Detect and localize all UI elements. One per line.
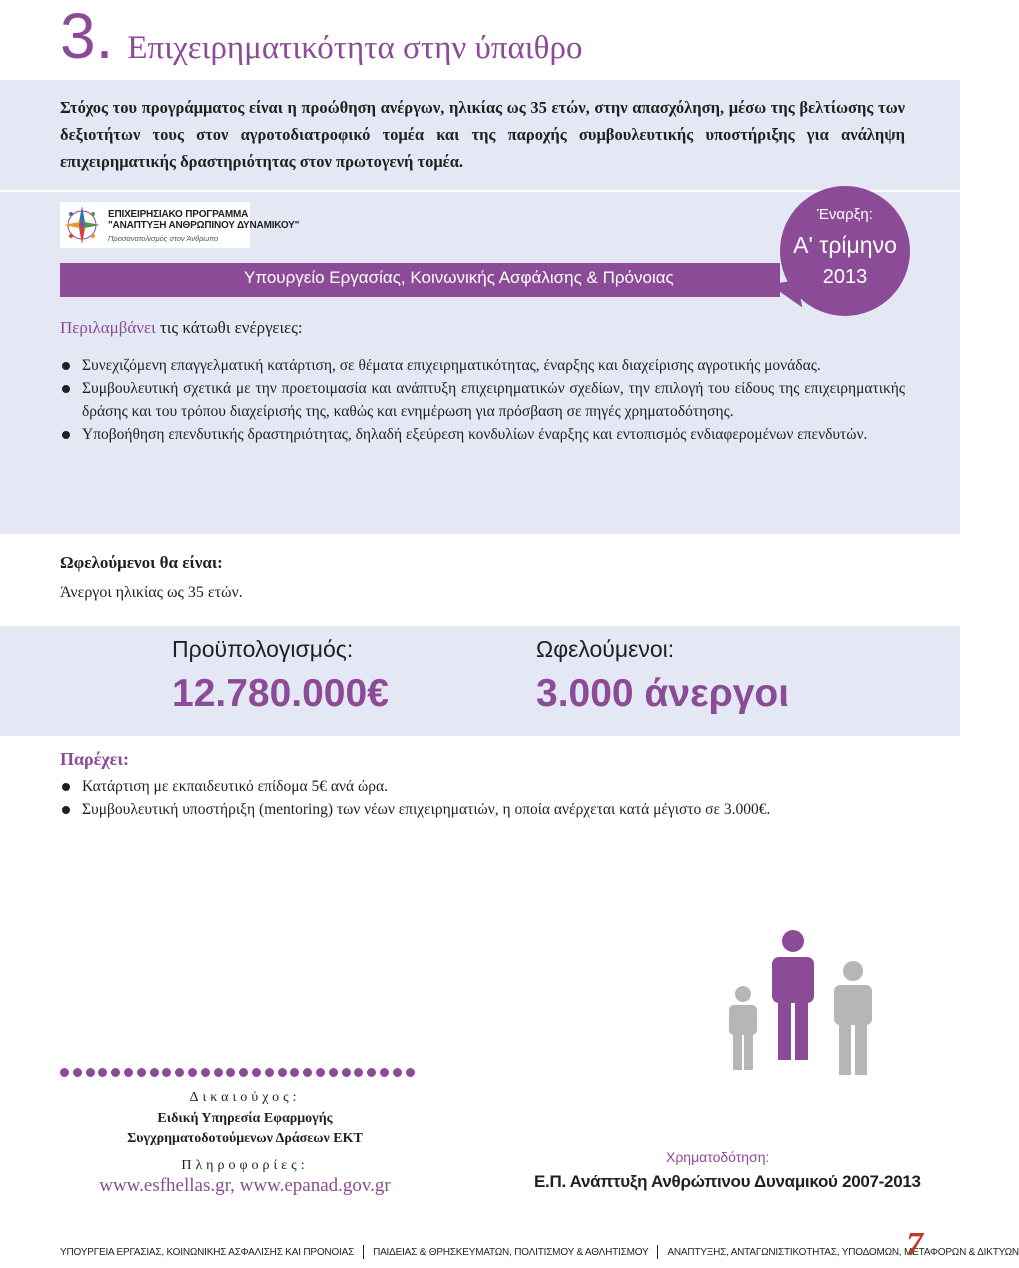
list-item <box>60 423 905 446</box>
action-text: Συνεχιζόμενη επαγγελματική κατάρτιση, σε θέματα επιχειρηματικότητας, έναρξης και διαχείρισης αγροτικής μονάδας. <box>82 357 821 374</box>
divider-dot <box>354 1068 363 1077</box>
divider-dot <box>393 1068 402 1077</box>
funding-program: Ε.Π. Ανάπτυξη Ανθρώπινου Δυναμικού 2007-2013 <box>534 1172 921 1191</box>
divider-dot <box>406 1068 415 1077</box>
dotted-divider <box>60 1068 420 1080</box>
info-label <box>60 1156 430 1174</box>
actions-list <box>60 354 905 446</box>
objective-text: Στόχος του προγράμματος είναι η προώθηση ανέργων, ηλικίας ως 35 ετών, στην απασχόληση, μέσω της βελτίωσης των δεξιοτήτων τους στον αγροτοδιατροφικό τομέα και της παροχής συμβουλευτικής υποστήριξης για ανάληψη επιχειρηματικής δραστηριότητας στον πρωτογενή τομέα. <box>60 98 905 171</box>
divider-dot <box>265 1068 274 1077</box>
divider-dot <box>226 1068 235 1077</box>
divider-dot <box>150 1068 159 1077</box>
divider-dot <box>201 1068 210 1077</box>
logo-tagline: Προσανατολισμός στον Άνθρωπο <box>108 234 219 243</box>
provides-text: Συμβουλευτική υποστήριξη (mentoring) των νέων επιχειρηματιών, η οποία ανέρχεται κατά μέγιστο σε 3.000€. <box>82 801 771 818</box>
start-quarter: Α' τρίμηνο <box>793 232 897 258</box>
divider-dot <box>124 1068 133 1077</box>
bullet-icon <box>62 806 70 814</box>
bullet-icon <box>62 362 70 370</box>
budget-value: 12.780.000€ <box>172 672 389 715</box>
program-logo <box>60 202 300 248</box>
footer-item: ΠΑΙΔΕΙΑΣ & ΘΡΗΣΚΕΥΜΑΤΩΝ, ΠΟΛΙΤΙΣΜΟΥ & ΑΘΛΗΤΙΣΜΟΥ <box>373 1246 649 1258</box>
beneficiary-label-text: Δικαιούχος: <box>189 1090 301 1105</box>
divider-dot <box>214 1068 223 1077</box>
list-item <box>60 775 920 798</box>
budget-label: Προϋπολογισμός: <box>172 636 354 662</box>
divider-dot <box>188 1068 197 1077</box>
section-number: 3. <box>60 0 114 72</box>
list-item <box>60 377 905 423</box>
divider-dot <box>162 1068 171 1077</box>
section-header <box>60 0 582 80</box>
start-label: Έναρξη: <box>817 206 873 223</box>
compass-logo-icon <box>62 204 102 246</box>
action-text: Υποβοήθηση επενδυτικής δραστηριότητας, δηλαδή εξεύρεση κονδυλίων έναρξης και εντοπισμός ενδιαφερομένων επενδυτών. <box>82 426 868 443</box>
divider-dot <box>290 1068 299 1077</box>
bullet-icon <box>62 431 70 439</box>
info-urls[interactable]: www.esfhellas.gr, www.epanad.gov.gr <box>99 1175 391 1196</box>
includes-rest: τις κάτωθι ενέργειες: <box>155 318 303 337</box>
includes-highlight: Περιλαμβάνει <box>60 318 156 337</box>
footer-separator <box>657 1245 658 1259</box>
list-item <box>60 354 905 377</box>
divider-dot <box>278 1068 287 1077</box>
beneficiary-label <box>60 1088 430 1106</box>
footer-separator <box>363 1245 364 1259</box>
divider-dot <box>316 1068 325 1077</box>
people-figures-icon <box>720 930 900 1080</box>
provides-list <box>60 775 920 821</box>
footer <box>60 1243 1019 1261</box>
start-year: 2013 <box>822 266 868 288</box>
divider-dot <box>239 1068 248 1077</box>
divider-dot <box>175 1068 184 1077</box>
divider-dot <box>73 1068 82 1077</box>
footer-item: ΑΝΑΠΤΥΞΗΣ, ΑΝΤΑΓΩΝΙΣΤΙΚΟΤΗΤΑΣ, ΥΠΟΔΟΜΩΝ, ΜΕΤΑΦΟΡΩΝ & ΔΙΚΤΥΩΝ <box>667 1246 1019 1258</box>
bullet-icon <box>62 385 70 393</box>
divider-dot <box>367 1068 376 1077</box>
includes-heading <box>60 318 303 338</box>
divider-dot <box>60 1068 69 1077</box>
action-text: Συμβουλευτική σχετικά με την προετοιμασία και ανάπτυξη επιχειρηματικών σχεδίων, την επιλογή του είδους της επιχειρηματικής δράσης και του τρόπου διαχείρισής της, καθώς και ενημέρωση για πρόσβαση σε πηγές χρηματοδότησης. <box>82 380 905 420</box>
provides-text: Κατάρτιση με εκπαιδευτικό επίδομα 5€ ανά ώρα. <box>82 778 388 795</box>
divider-dot <box>252 1068 261 1077</box>
bullet-icon <box>62 783 70 791</box>
agency-line-1: Ειδική Υπηρεσία Εφαρμογής <box>157 1111 333 1126</box>
beneficiaries-title: Ωφελούμενοι θα είναι: <box>60 553 223 572</box>
info-label-text: Πληροφορίες: <box>181 1158 309 1173</box>
divider-dot <box>342 1068 351 1077</box>
logo-line-2: "ΑΝΑΠΤΥΞΗ ΑΝΘΡΩΠΙΝΟΥ ΔΥΝΑΜΙΚΟΥ" <box>108 220 300 231</box>
page-number: 7 <box>906 1226 923 1263</box>
divider-dot <box>137 1068 146 1077</box>
list-item <box>60 798 920 821</box>
logo-line-1: ΕΠΙΧΕΙΡΗΣΙΑΚΟ ΠΡΟΓΡΑΜΜΑ <box>108 209 249 220</box>
section-title: Επιχειρηματικότητα στην ύπαιθρο <box>127 30 583 66</box>
ministry-bar <box>60 263 780 297</box>
start-bubble <box>780 186 910 316</box>
footer-item: ΥΠΟΥΡΓΕΙΑ ΕΡΓΑΣΙΑΣ, ΚΟΙΝΩΝΙΚΗΣ ΑΣΦΑΛΙΣΗΣ ΚΑΙ ΠΡΟΝΟΙΑΣ <box>60 1246 355 1258</box>
divider-dot <box>86 1068 95 1077</box>
funding-label: Χρηματοδότηση: <box>666 1149 770 1165</box>
beneficiaries-count-label: Ωφελούμενοι: <box>536 636 675 662</box>
divider-dot <box>98 1068 107 1077</box>
beneficiaries-text: Άνεργοι ηλικίας ως 35 ετών. <box>60 584 243 601</box>
divider-dot <box>380 1068 389 1077</box>
budget-band <box>0 626 960 736</box>
divider-dot <box>329 1068 338 1077</box>
ministry-name: Υπουργείο Εργασίας, Κοινωνικής Ασφάλισης & Πρόνοιας <box>244 268 674 287</box>
divider-dot <box>111 1068 120 1077</box>
provides-title: Παρέχει: <box>60 749 129 769</box>
divider-dot <box>303 1068 312 1077</box>
agency-line-2: Συγχρηματοδοτούμενων Δράσεων ΕΚΤ <box>127 1131 363 1146</box>
beneficiaries-count-value: 3.000 άνεργοι <box>536 672 790 715</box>
